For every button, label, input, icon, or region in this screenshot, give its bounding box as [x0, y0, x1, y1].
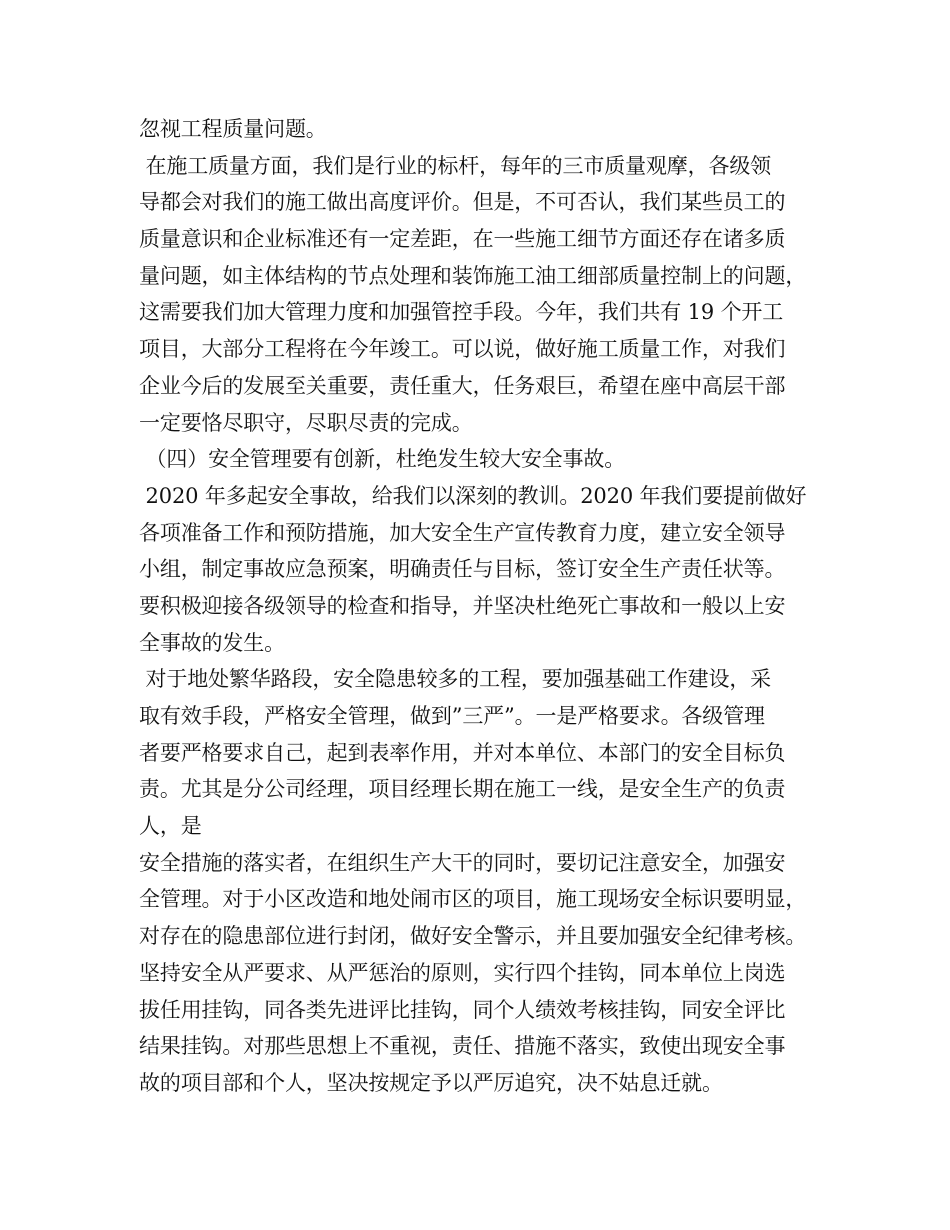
- text-line: 者要严格要求自己，起到表率作用，并对本单位、本部门的安全目标负: [139, 740, 786, 765]
- text-line: 全管理。对于小区改造和地处闹市区的项目，施工现场安全标识要明显，: [139, 887, 807, 912]
- text-line: 各项准备工作和预防措施，加大安全生产宣传教育力度，建立安全领导: [139, 520, 786, 545]
- text-line: 结果挂钩。对那些思想上不重视，责任、措施不落实，致使出现安全事: [139, 1034, 786, 1059]
- text-line: 故的项目部和个人，坚决按规定予以严厉追究，决不姑息迁就。: [139, 1070, 723, 1095]
- text-line: 坚持安全从严要求、从严惩治的原则，实行四个挂钩，同本单位上岗选: [139, 960, 786, 985]
- text-line: 忽视工程质量问题。: [139, 117, 327, 141]
- section-heading: （四）安全管理要有创新，杜绝发生较大安全事故。: [139, 447, 626, 472]
- text-line: 拔任用挂钩，同各类先进评比挂钩，同个人绩效考核挂钩，同安全评比: [139, 997, 786, 1022]
- text-line: 要积极迎接各级领导的检查和指导，并坚决杜绝死亡事故和一般以上安: [139, 593, 786, 618]
- text-line: 在施工质量方面，我们是行业的标杆，每年的三市质量观摩，各级领: [139, 153, 772, 178]
- text-line: 取有效手段，严格安全管理，做到”三严”。一是严格要求。各级管理: [139, 704, 765, 728]
- text-line: 人，是: [139, 814, 202, 839]
- text-line: 全事故的发生。: [139, 630, 285, 655]
- text-line: 一定要恪尽职守，尽职尽责的完成。: [139, 410, 473, 435]
- text-line: 量问题，如主体结构的节点处理和装饰施工油工细部质量控制上的问题，: [139, 263, 807, 288]
- text-line: 导都会对我们的施工做出高度评价。但是，不可否认，我们某些员工的: [139, 190, 786, 215]
- text-line: 这需要我们加大管理力度和加强管控手段。今年，我们共有 19 个开工: [139, 300, 784, 325]
- text-line: 2020 年多起安全事故，给我们以深刻的教训。2020 年我们要提前做好: [139, 483, 807, 508]
- text-line: 责。尤其是分公司经理，项目经理长期在施工一线，是安全生产的负责: [139, 777, 786, 802]
- body-text: [139, 111, 839, 1102]
- text-line: 小组，制定事故应急预案，明确责任与目标，签订安全生产责任状等。: [139, 557, 786, 582]
- text-line: 质量意识和企业标准还有一定差距，在一些施工细节方面还存在诸多质: [139, 227, 786, 252]
- text-line: 项目，大部分工程将在今年竣工。可以说，做好施工质量工作，对我们: [139, 337, 786, 362]
- text-line: 安全措施的落实者，在组织生产大干的同时，要切记注意安全，加强安: [139, 850, 786, 875]
- text-line: 对于地处繁华路段，安全隐患较多的工程，要加强基础工作建设，采: [139, 667, 772, 692]
- text-line: 企业今后的发展至关重要，责任重大，任务艰巨，希望在座中高层干部: [139, 373, 786, 398]
- text-line: 对存在的隐患部位进行封闭，做好安全警示，并且要加强安全纪律考核。: [139, 924, 807, 949]
